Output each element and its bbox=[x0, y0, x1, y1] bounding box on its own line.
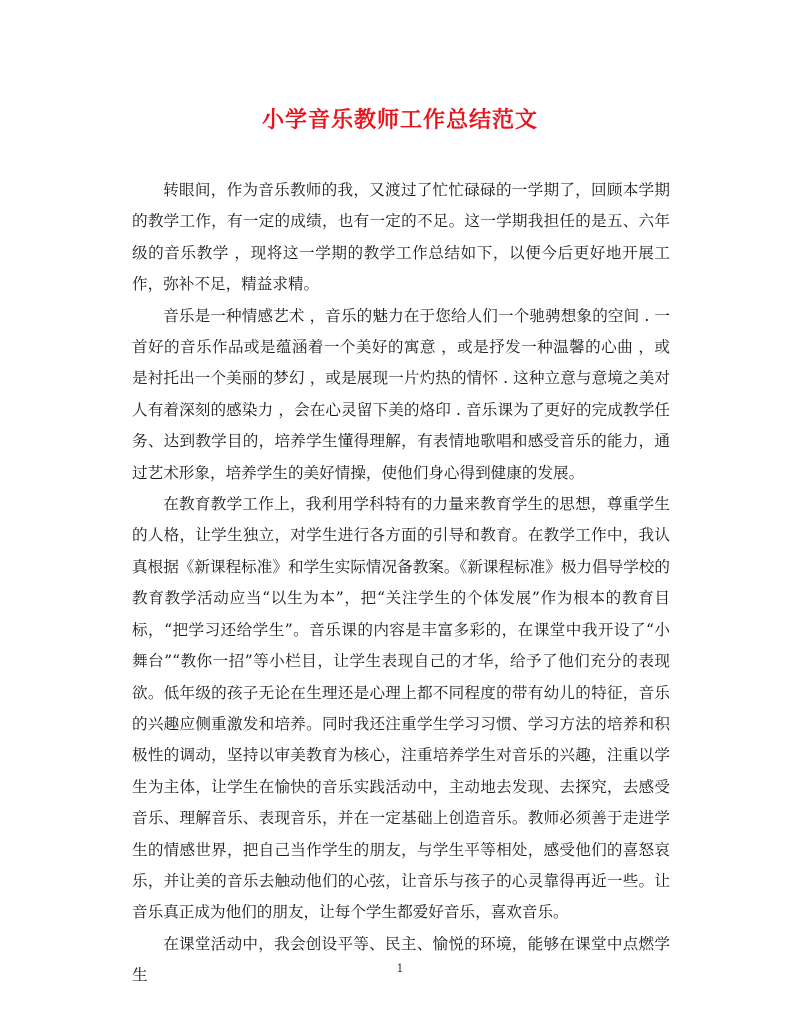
paragraph-4: 在课堂活动中，我会创设平等、民主、愉悦的环境，能够在课堂中点燃学生 bbox=[132, 934, 670, 985]
page-number: 1 bbox=[396, 962, 404, 975]
document-body bbox=[132, 175, 670, 992]
paragraph-3: 在教育教学工作上，我利用学科特有的力量来教育学生的思想，尊重学生的人格，让学生独立，对学生进行各方面的引导和教育。在教学工作中，我认真根据《新课程标准》和学生实际情况备教案。《新课程标准》极力倡导学校的教育教学活动应当“以生为本”，把“关注学生的个体发展”作为根本的教育目标，“把学习还给学生”。音乐课的内容是丰富多彩的，在课堂中我开设了“小舞台”“教你一招”等小栏目，让学生表现自己的才华，给予了他们充分的表现欲。低年级的孩子无论在生理还是心理上都不同程度的带有幼儿的特征，音乐的兴趣应侧重激发和培养。同时我还注重学生学习习惯、学习方法的培养和积极性的调动，坚持以审美教育为核心，注重培养学生对音乐的兴趣，注重以学生为主体，让学生在愉快的音乐实践活动中，主动地去发现、去探究，去感受音乐、理解音乐、表现音乐，并在一定基础上创造音乐。教师必须善于走进学生的情感世界，把自己当作学生的朋友，与学生平等相处，感受他们的喜怒哀乐，并让美的音乐去触动他们的心弦，让音乐与孩子的心灵靠得再近一些。让音乐真正成为他们的朋友，让每个学生都爱好音乐，喜欢音乐。 bbox=[132, 495, 670, 922]
paragraph-2: 音乐是一种情感艺术 ，音乐的魅力在于您给人们一个驰骋想象的空间 . 一首好的音乐作品或是蕴涵着一个美好的寓意 ，或是抒发一种温馨的心曲 ，或是衬托出一个美丽的梦幻 ，或是展现一片灼热的情怀 . 这种立意与意境之美对人有着深刻的感染力 ，会在心灵留下美的烙印 . 音乐课为了更好的完成教学任务、达到教学目的，培养学生懂得理解，有表情地歌唱和感受音乐的能力，通过艺术形象，培养学生的美好情操，使他们身心得到健康的发展。 bbox=[132, 306, 670, 482]
document-title: 小学音乐教师工作总结范文 bbox=[261, 107, 538, 133]
paragraph-1: 转眼间，作为音乐教师的我，又渡过了忙忙碌碌的一学期了，回顾本学期的教学工作，有一定的成绩，也有一定的不足。这一学期我担任的是五、六年级的音乐教学 ，现将这一学期的教学工作总结如下，以便今后更好地开展工作，弥补不足，精益求精。 bbox=[132, 181, 670, 294]
